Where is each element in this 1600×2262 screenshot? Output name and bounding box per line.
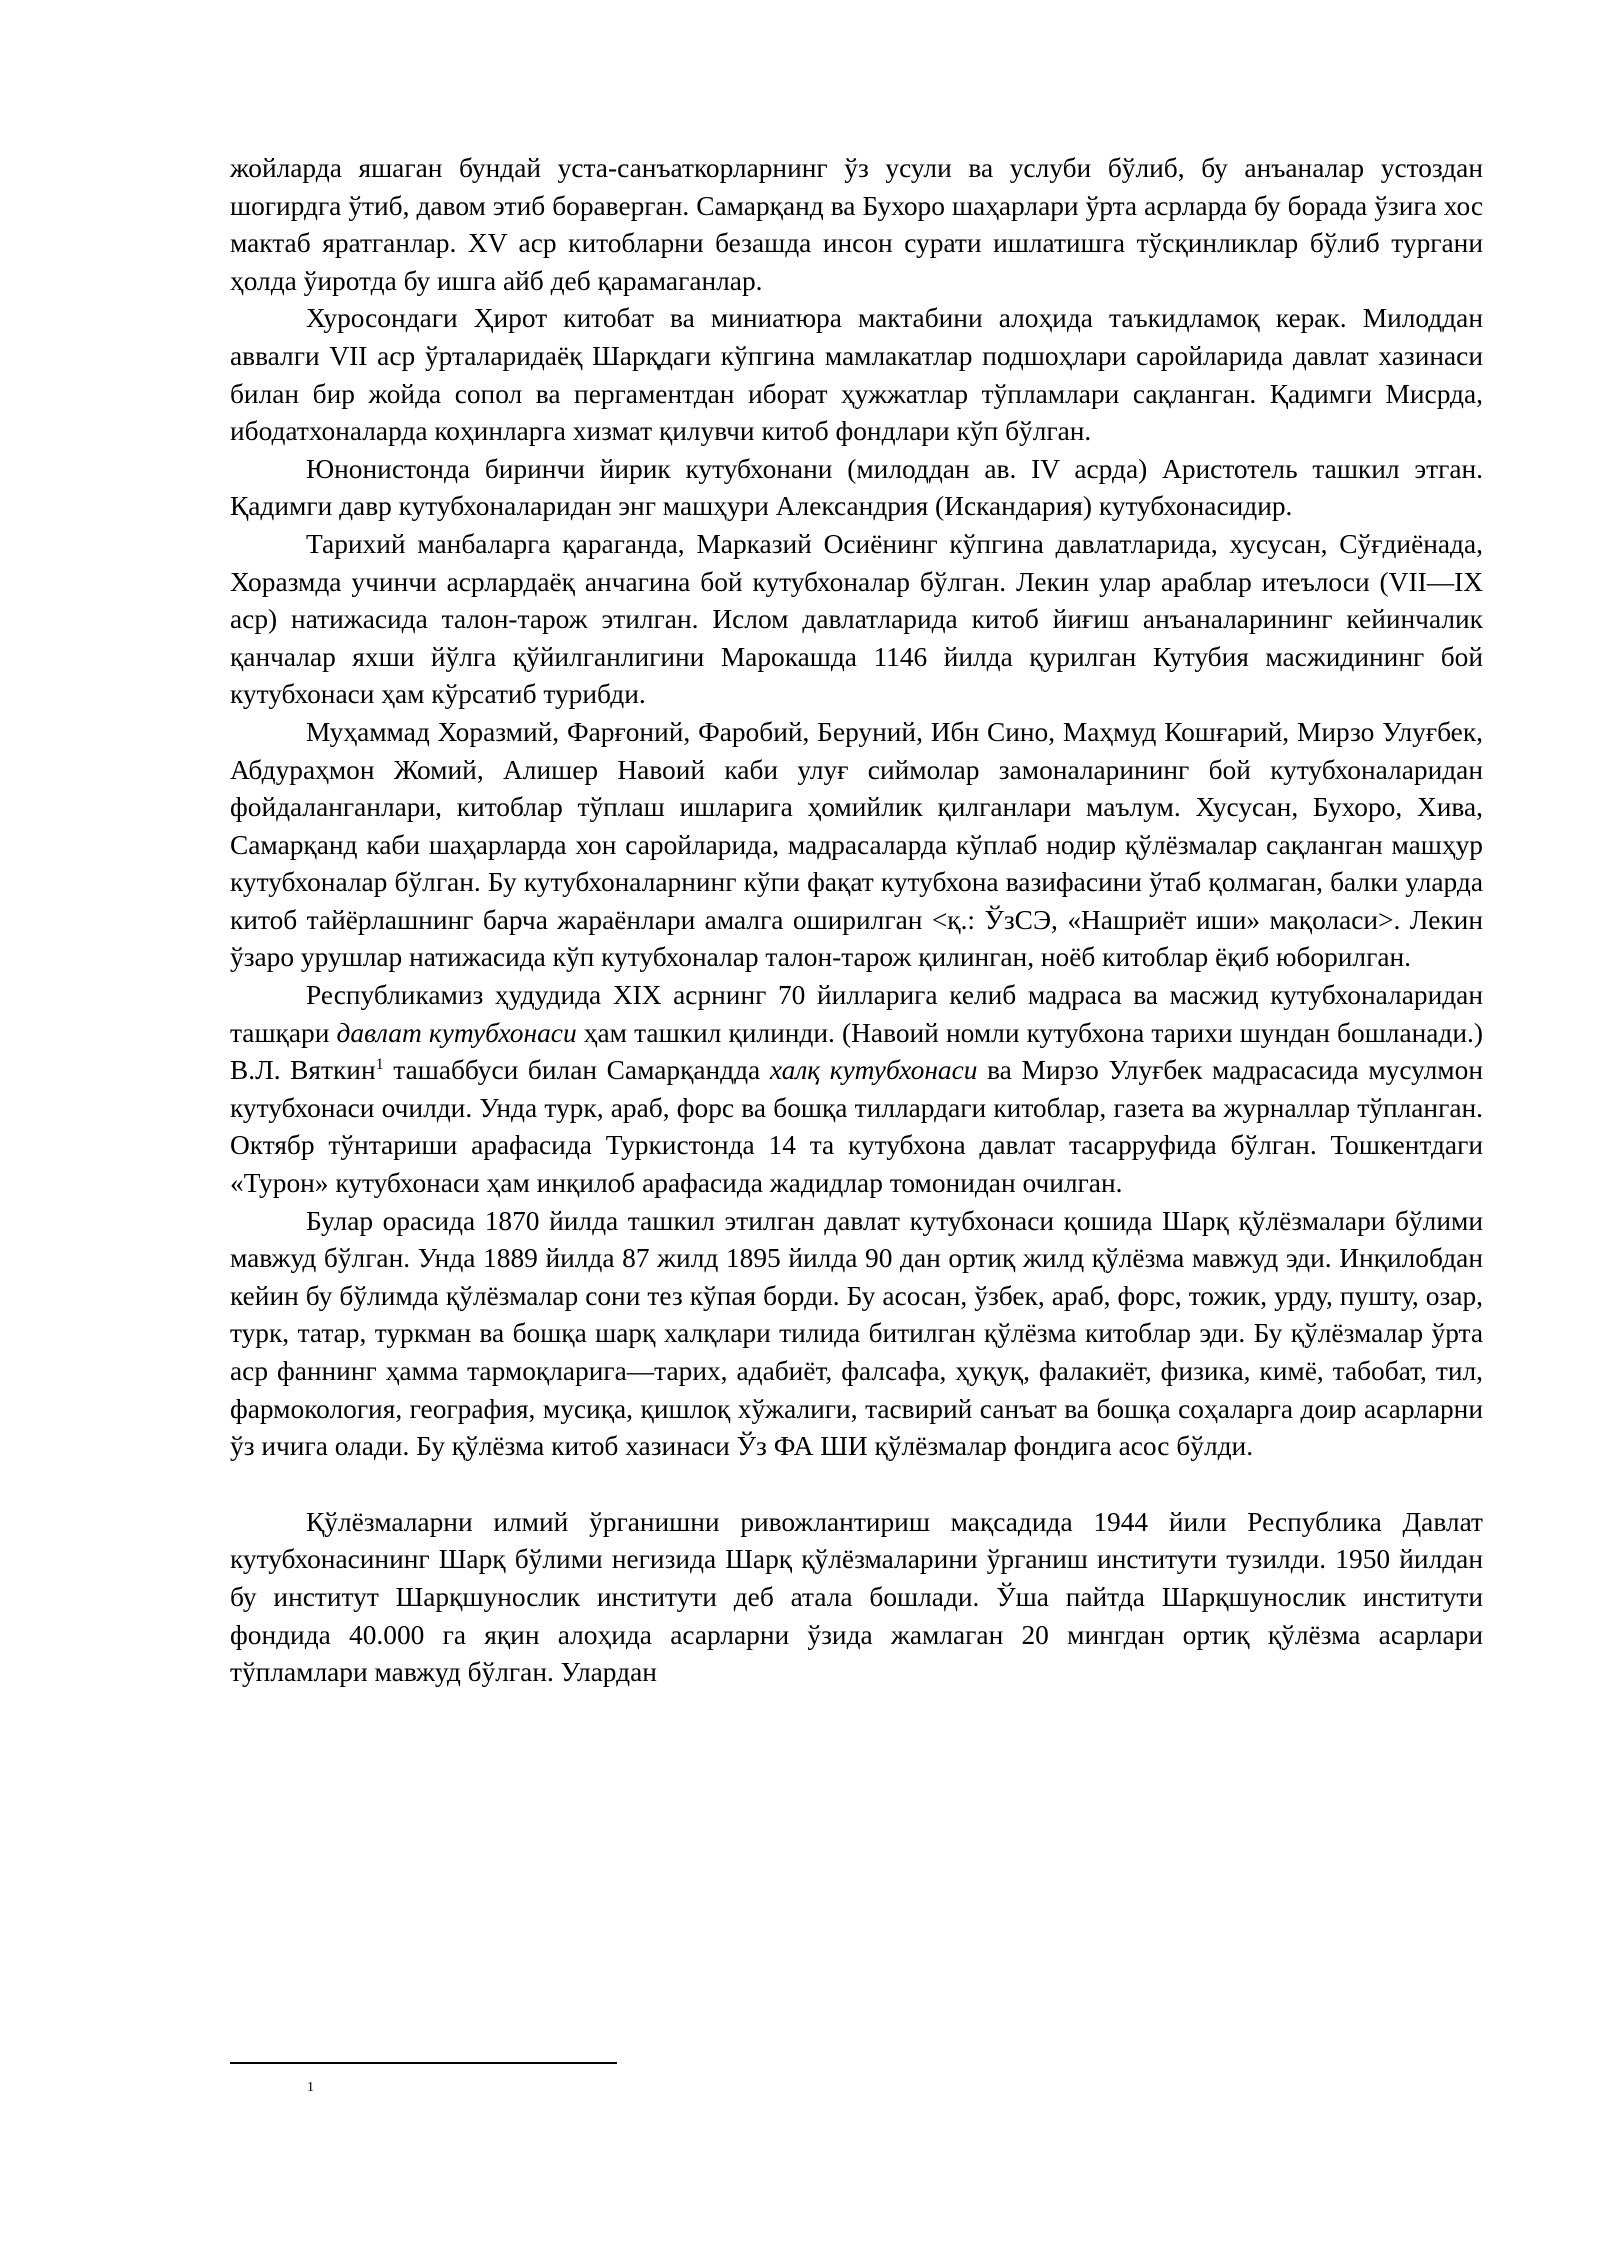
paragraph — [230, 300, 1483, 450]
footnote-reference: 1 — [375, 1056, 384, 1074]
paragraph-text: ташаббуси билан Самарқандда — [383, 1055, 770, 1086]
paragraph-text: Республикамиз ҳудудида XIX асрнинг 70 йилларига келиб мадраса ва масжид кутубхоналаридан ташқари — [230, 980, 1483, 1048]
italic-text: халқ кутубхонаси — [769, 1055, 978, 1086]
paragraph-text: Юнонистонда биринчи йирик кутубхонани (милоддан ав. IV асрда) Аристотель ташкил этган. Қадимги давр кутубхоналаридан энг машҳури Александрия (Искандария) кутубхонасидир. — [230, 453, 1483, 522]
footnote-marker: 1 — [307, 2080, 314, 2095]
paragraph — [230, 150, 1483, 300]
document-body — [230, 150, 1483, 1692]
paragraph-gap — [230, 1466, 1483, 1504]
paragraph-text: Муҳаммад Хоразмий, Фарғоний, Фаробий, Беруний, Ибн Сино, Маҳмуд Кошғарий, Мирзо Улуғбек, Абдураҳмон Жомий, Алишер Навоий каби улуғ сиймолар замоналарининг бой кутубхоналаридан фойдаланганлари, китоблар тўплаш ишларига ҳомийлик қилганлари маълум. Хусусан, Бухоро, Хива, Самарқанд каби шаҳарларда хон саройларида, мадрасаларда кўплаб нодир қўлёзмалар сақланган машҳур кутубхоналар бўлган. Бу кутубхоналарнинг кўпи фақат кутубхона вазифасини ўтаб қолмаган, балки уларда китоб тайёрлашнинг барча жараёнлари амалга оширилган <қ.: ЎзСЭ, «Нашриёт иши» мақоласи>. Лекин ўзаро урушлар натижасида кўп кутубхоналар талон-тарож қилинган, ноёб китоблар ёқиб юборилган. — [230, 716, 1483, 973]
paragraph-text: Қўлёзмаларни илмий ўрганишни ривожлантириш мақсадида 1944 йили Республика Давлат кутубхонасининг Шарқ бўлими негизида Шарқ қўлёзмаларини ўрганиш институти тузилди. 1950 йилдан бу институт Шарқшунослик институти деб атала бошлади. Ўша пайтда Шарқшунослик институти фондида 40.000 га яқин алоҳида асарларни ўзида жамлаган 20 мингдан ортиқ қўлёзма асарлари тўпламлари мавжуд бўлган. Улардан — [230, 1506, 1483, 1688]
paragraph-text: ва Мирзо Улуғбек мадрасасида мусулмон кутубхонаси очилди. Унда турк, араб, форс ва бошқа тиллардаги китоблар, газета ва журналлар тўпланган. Октябр тўнтариши арафасида Туркистонда 14 та кутубхона давлат тасарруфида бўлган. Тошкентдаги «Турон» кутубхонаси ҳам инқилоб арафасида жадидлар томонидан очилган. — [230, 1055, 1483, 1199]
paragraph-text: Булар орасида 1870 йилда ташкил этилган давлат кутубхонаси қошида Шарқ қўлёзмалари бўлими мавжуд бўлган. Унда 1889 йилда 87 жилд 1895 йилда 90 дан ортиқ жилд қўлёзма мавжуд эди. Инқилобдан кейин бу бўлимда қўлёзмалар сони тез кўпая борди. Бу асосан, ўзбек, араб, форс, тожик, урду, пушту, озар, турк, татар, туркман ва бошқа шарқ халқлари тилида битилган қўлёзма китоблар эди. Бу қўлёзмалар ўрта аср фаннинг ҳамма тармоқларига—тарих, адабиёт, фалсафа, ҳуқуқ, фалакиёт, физика, кимё, табобат, тил, фармокология, география, мусиқа, қишлоқ хўжалиги, тасвирий санъат ва бошқа соҳаларга доир асарларни ўз ичига олади. Бу қўлёзма китоб хазинаси Ўз ФА ШИ қўлёзмалар фондига асос бўлди. — [230, 1205, 1483, 1462]
paragraph-text: ҳам ташкил қилинди. (Навоий номли кутубхона тарихи шундан бошланади.) В.Л. Вяткин — [230, 1017, 1483, 1086]
italic-text: давлат кутубхонаси — [336, 1017, 577, 1048]
paragraph — [230, 1203, 1483, 1466]
paragraph — [230, 1504, 1483, 1692]
paragraph — [230, 451, 1483, 526]
paragraph — [230, 714, 1483, 977]
paragraph — [230, 526, 1483, 714]
paragraph-text: Хуросондаги Ҳирот китобат ва миниатюра мактабини алоҳида таъкидламоқ керак. Милоддан аввалги VII аср ўрталаридаёқ Шарқдаги кўпгина мамлакатлар подшоҳлари саройларида давлат хазинаси билан бир жойда сопол ва пергаментдан иборат ҳужжатлар тўпламлари сақланган. Қадимги Мисрда, ибодатхоналарда коҳинларга хизмат қилувчи китоб фондлари кўп бўлган. — [230, 303, 1483, 447]
paragraph-text: Тарихий манбаларга қараганда, Марказий Осиёнинг кўпгина давлатларида, хусусан, Сўғдиёнада, Хоразмда учинчи асрлардаёқ анчагина бой кутубхоналар бўлган. Лекин улар араблар итеълоси (VII—IX аср) натижасида талон-тарож этилган. Ислом давлатларида китоб йиғиш анъаналарининг кейинчалик қанчалар яхши йўлга қўйилганлигини Марокашда 1146 йилда қурилган Кутубия масжидининг бой кутубхонаси ҳам кўрсатиб турибди. — [230, 528, 1483, 710]
footnote-separator — [230, 2062, 617, 2064]
paragraph-text: жойларда яшаган бундай уста-санъаткорларнинг ўз усули ва услуби бўлиб, бу анъаналар устоздан шогирдга ўтиб, давом этиб бораверган. Самарқанд ва Бухоро шаҳарлари ўрта асрларда бу борада ўзига хос мактаб яратганлар. XV аср китобларни безашда инсон сурати ишлатишга тўсқинликлар бўлиб тургани ҳолда ўиротда бу ишга айб деб қарамаганлар. — [230, 153, 1483, 296]
paragraph — [230, 977, 1483, 1203]
